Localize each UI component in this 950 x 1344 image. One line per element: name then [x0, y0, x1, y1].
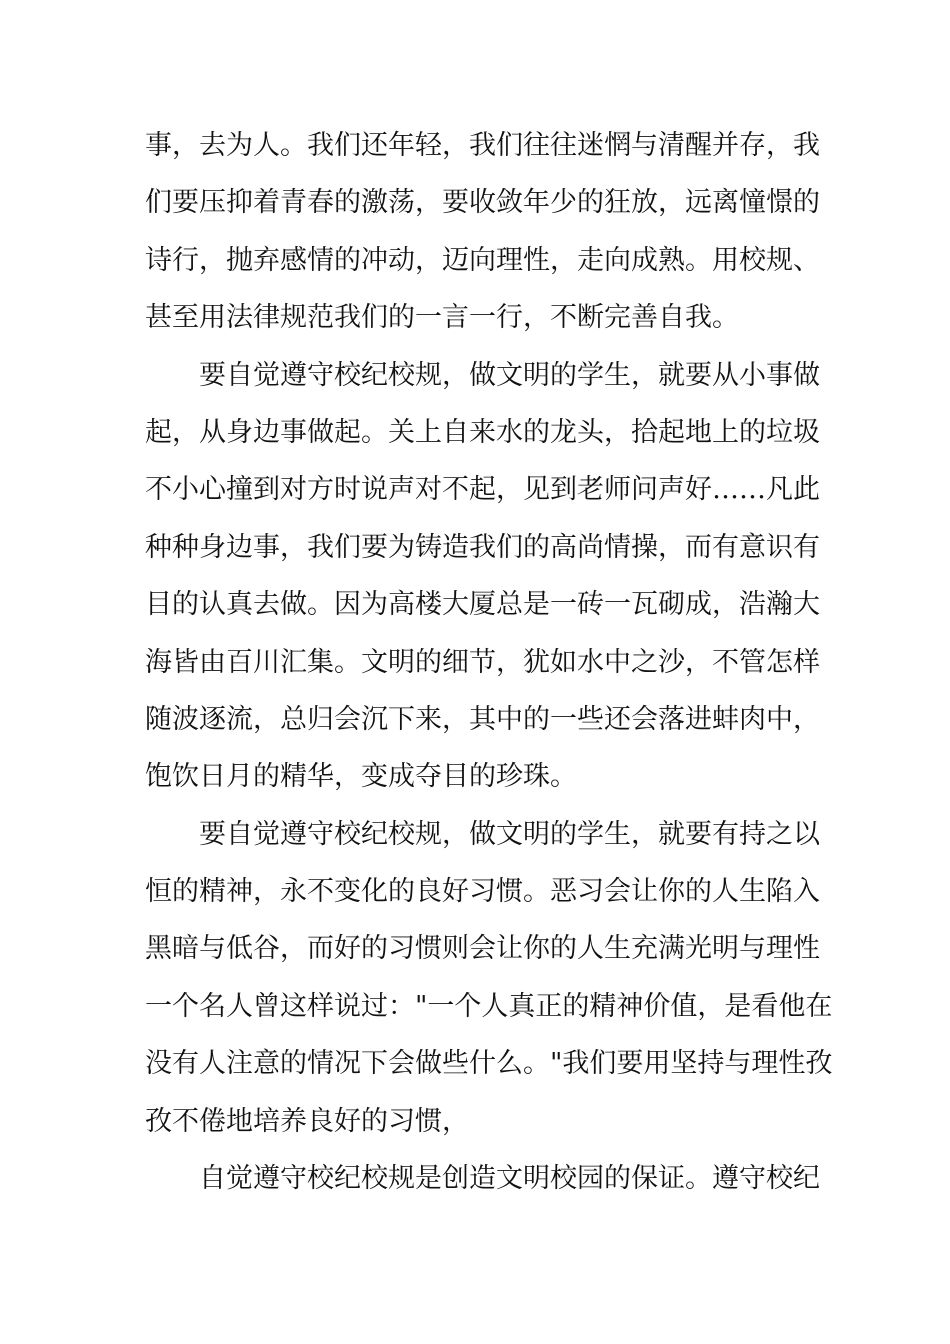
- document-body: [145, 117, 833, 1207]
- paragraph-4-line-1: 自觉遵守校纪校规是创造文明校园的保证。遵守校纪: [199, 1163, 820, 1195]
- paragraph-3-line-5: 没有人注意的情况下会做些什么。"我们要用坚持与理性孜: [145, 1048, 833, 1080]
- paragraph-2-line-2: 起，从身边事做起。关上自来水的龙头，拾起地上的垃圾: [145, 416, 820, 448]
- paragraph-2-line-8: 饱饮日月的精华，变成夺目的珍珠。: [145, 761, 577, 793]
- paragraph-3-line-2: 恒的精神，永不变化的良好习惯。恶习会让你的人生陷入: [145, 876, 820, 908]
- paragraph-2-line-4: 种种身边事，我们要为铸造我们的高尚情操，而有意识有: [145, 531, 820, 563]
- paragraph-2-line-1: 要自觉遵守校纪校规，做文明的学生，就要从小事做: [199, 359, 820, 391]
- paragraph-1-line-2: 们要压抑着青春的激荡，要收敛年少的狂放，远离憧憬的: [145, 187, 820, 219]
- paragraph-1-line-3: 诗行，抛弃感情的冲动，迈向理性，走向成熟。用校规、: [145, 244, 820, 276]
- paragraph-3-line-3: 黑暗与低谷，而好的习惯则会让你的人生充满光明与理性: [145, 933, 820, 965]
- paragraph-2-line-6: 海皆由百川汇集。文明的细节，犹如水中之沙，不管怎样: [145, 646, 820, 678]
- paragraph-2-line-7: 随波逐流，总归会沉下来，其中的一些还会落进蚌肉中，: [145, 703, 820, 735]
- paragraph-3-line-4: 一个名人曾这样说过："一个人真正的精神价值，是看他在: [145, 990, 833, 1022]
- paragraph-3-line-6: 孜不倦地培养良好的习惯，: [145, 1105, 469, 1137]
- paragraph-2-line-3: 不小心撞到对方时说声对不起，见到老师问声好……凡此: [145, 474, 820, 506]
- paragraph-1-line-1: 事，去为人。我们还年轻，我们往往迷惘与清醒并存，我: [145, 130, 820, 161]
- paragraph-2-line-5: 目的认真去做。因为高楼大厦总是一砖一瓦砌成，浩瀚大: [145, 589, 820, 621]
- paragraph-1-line-4: 甚至用法律规范我们的一言一行，不断完善自我。: [145, 302, 739, 334]
- paragraph-3-line-1: 要自觉遵守校纪校规，做文明的学生，就要有持之以: [199, 818, 820, 850]
